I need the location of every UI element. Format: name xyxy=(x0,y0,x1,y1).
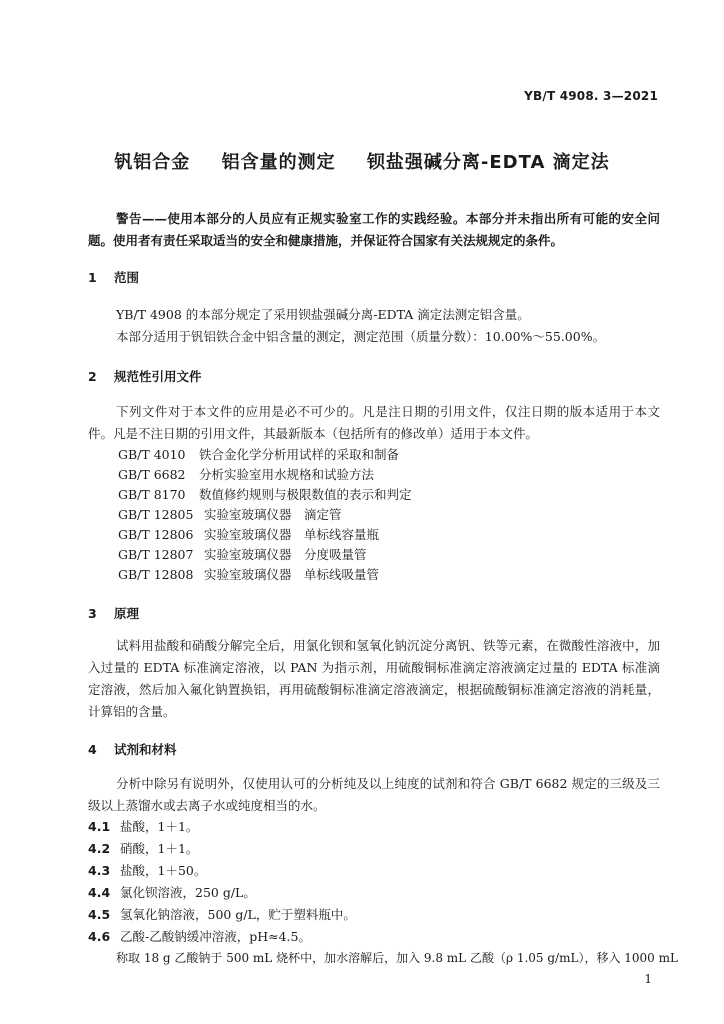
title-part-2: 铝含量的测定 xyxy=(221,152,336,173)
reagent-text: 氯化钡溶液，250 g/L。 xyxy=(120,885,256,900)
reagent-number: 4.3 xyxy=(88,863,111,878)
reference-name: 铁合金化学分析用试样的采取和制备 xyxy=(199,447,400,462)
reference-item xyxy=(118,565,379,583)
reference-item xyxy=(118,485,412,503)
reagent-text: 硝酸，1＋1。 xyxy=(120,841,199,856)
reagent-item xyxy=(88,883,256,901)
reference-code: GB/T 4010 xyxy=(118,447,186,462)
reagent-item xyxy=(88,861,206,879)
standard-number: YB/T 4908. 3—2021 xyxy=(524,89,658,103)
reagent-number: 4.4 xyxy=(88,885,111,900)
reference-item xyxy=(118,445,399,463)
reference-name: 分析实验室用水规格和试验方法 xyxy=(199,467,375,482)
page-title xyxy=(0,148,724,174)
scope-paragraph-1: YB/T 4908 的本部分规定了采用钡盐强碱分离-EDTA 滴定法测定铝含量。 xyxy=(116,307,530,322)
reference-name: 实验室玻璃仪器 单标线容量瓶 xyxy=(204,527,380,542)
reference-name: 实验室玻璃仪器 滴定管 xyxy=(204,507,342,522)
section-1-heading xyxy=(88,268,139,286)
warning-paragraph: 警告——使用本部分的人员应有正规实验室工作的实践经验。本部分并未指出所有可能的安全问题。使用者有责任采取适当的安全和健康措施，并保证符合国家有关法规规定的条件。 xyxy=(88,211,660,248)
reference-name: 数值修约规则与极限数值的表示和判定 xyxy=(199,487,412,502)
section-3-heading xyxy=(88,604,139,622)
reagent-item xyxy=(88,817,198,835)
reagent-text: 盐酸，1＋50。 xyxy=(120,863,207,878)
reagents-intro: 分析中除另有说明外，仅使用认可的分析纯及以上纯度的试剂和符合 GB/T 6682 规定的三级及三级以上蒸馏水或去离子水或纯度相当的水。 xyxy=(88,776,660,813)
reference-code: GB/T 6682 xyxy=(118,467,186,482)
reagent-item xyxy=(88,927,311,945)
page-number: 1 xyxy=(644,972,652,986)
reagent-number: 4.2 xyxy=(88,841,111,856)
reference-item xyxy=(118,505,342,523)
reagent-number: 4.5 xyxy=(88,907,111,922)
reference-code: GB/T 12808 xyxy=(118,567,194,582)
reagent-text: 氢氧化钠溶液，500 g/L，贮于塑料瓶中。 xyxy=(120,907,356,922)
section-2-number: 2 xyxy=(88,369,97,384)
section-4-title: 试剂和材料 xyxy=(114,742,177,757)
scope-paragraph-2: 本部分适用于钒铝铁合金中铝含量的测定，测定范围（质量分数）：10.00%～55.00%。 xyxy=(116,329,606,344)
reference-code: GB/T 8170 xyxy=(118,487,186,502)
section-2-heading xyxy=(88,367,202,385)
section-1-title: 范围 xyxy=(114,270,140,285)
references-intro: 下列文件对于本文件的应用是必不可少的。凡是注日期的引用文件，仅注日期的版本适用于本文件。凡是不注日期的引用文件，其最新版本（包括所有的修改单）适用于本文件。 xyxy=(88,404,660,441)
buffer-preparation-line: 称取 18 g 乙酸钠于 500 mL 烧杯中，加水溶解后，加入 9.8 mL 乙酸（ρ 1.05 g/mL），移入 1000 mL xyxy=(116,951,678,965)
principle-paragraph: 试料用盐酸和硝酸分解完全后，用氯化钡和氢氧化钠沉淀分离钒、铁等元素，在微酸性溶液中，加入过量的 EDTA 标准滴定溶液，以 PAN 为指示剂，用硫酸铜标准滴定溶液滴定过量的 EDTA 标准滴定溶液，然后加入氟化钠置换铝，再用硫酸铜标准滴定溶液滴定，根据硫酸铜标准滴定溶液的消耗量，计算铝的含量。 xyxy=(88,638,660,719)
title-part-1: 钒铝合金 xyxy=(114,152,191,173)
section-3-number: 3 xyxy=(88,606,97,621)
reagent-item xyxy=(88,905,356,923)
title-part-3: 钡盐强碱分离-EDTA 滴定法 xyxy=(366,152,610,173)
reagent-number: 4.1 xyxy=(88,819,111,834)
reference-item xyxy=(118,465,374,483)
reagent-item xyxy=(88,839,198,857)
reagent-text: 盐酸，1＋1。 xyxy=(120,819,199,834)
reference-name: 实验室玻璃仪器 分度吸量管 xyxy=(204,547,367,562)
section-4-number: 4 xyxy=(88,742,97,757)
reference-code: GB/T 12806 xyxy=(118,527,194,542)
reference-code: GB/T 12805 xyxy=(118,507,194,522)
section-4-heading xyxy=(88,740,177,758)
reagent-number: 4.6 xyxy=(88,929,111,944)
section-2-title: 规范性引用文件 xyxy=(114,369,202,384)
reference-item xyxy=(118,545,367,563)
section-3-title: 原理 xyxy=(114,606,140,621)
reference-name: 实验室玻璃仪器 单标线吸量管 xyxy=(204,567,380,582)
reference-code: GB/T 12807 xyxy=(118,547,194,562)
reference-item xyxy=(118,525,379,543)
section-1-number: 1 xyxy=(88,270,97,285)
reagent-text: 乙酸-乙酸钠缓冲溶液，pH≈4.5。 xyxy=(120,929,311,944)
